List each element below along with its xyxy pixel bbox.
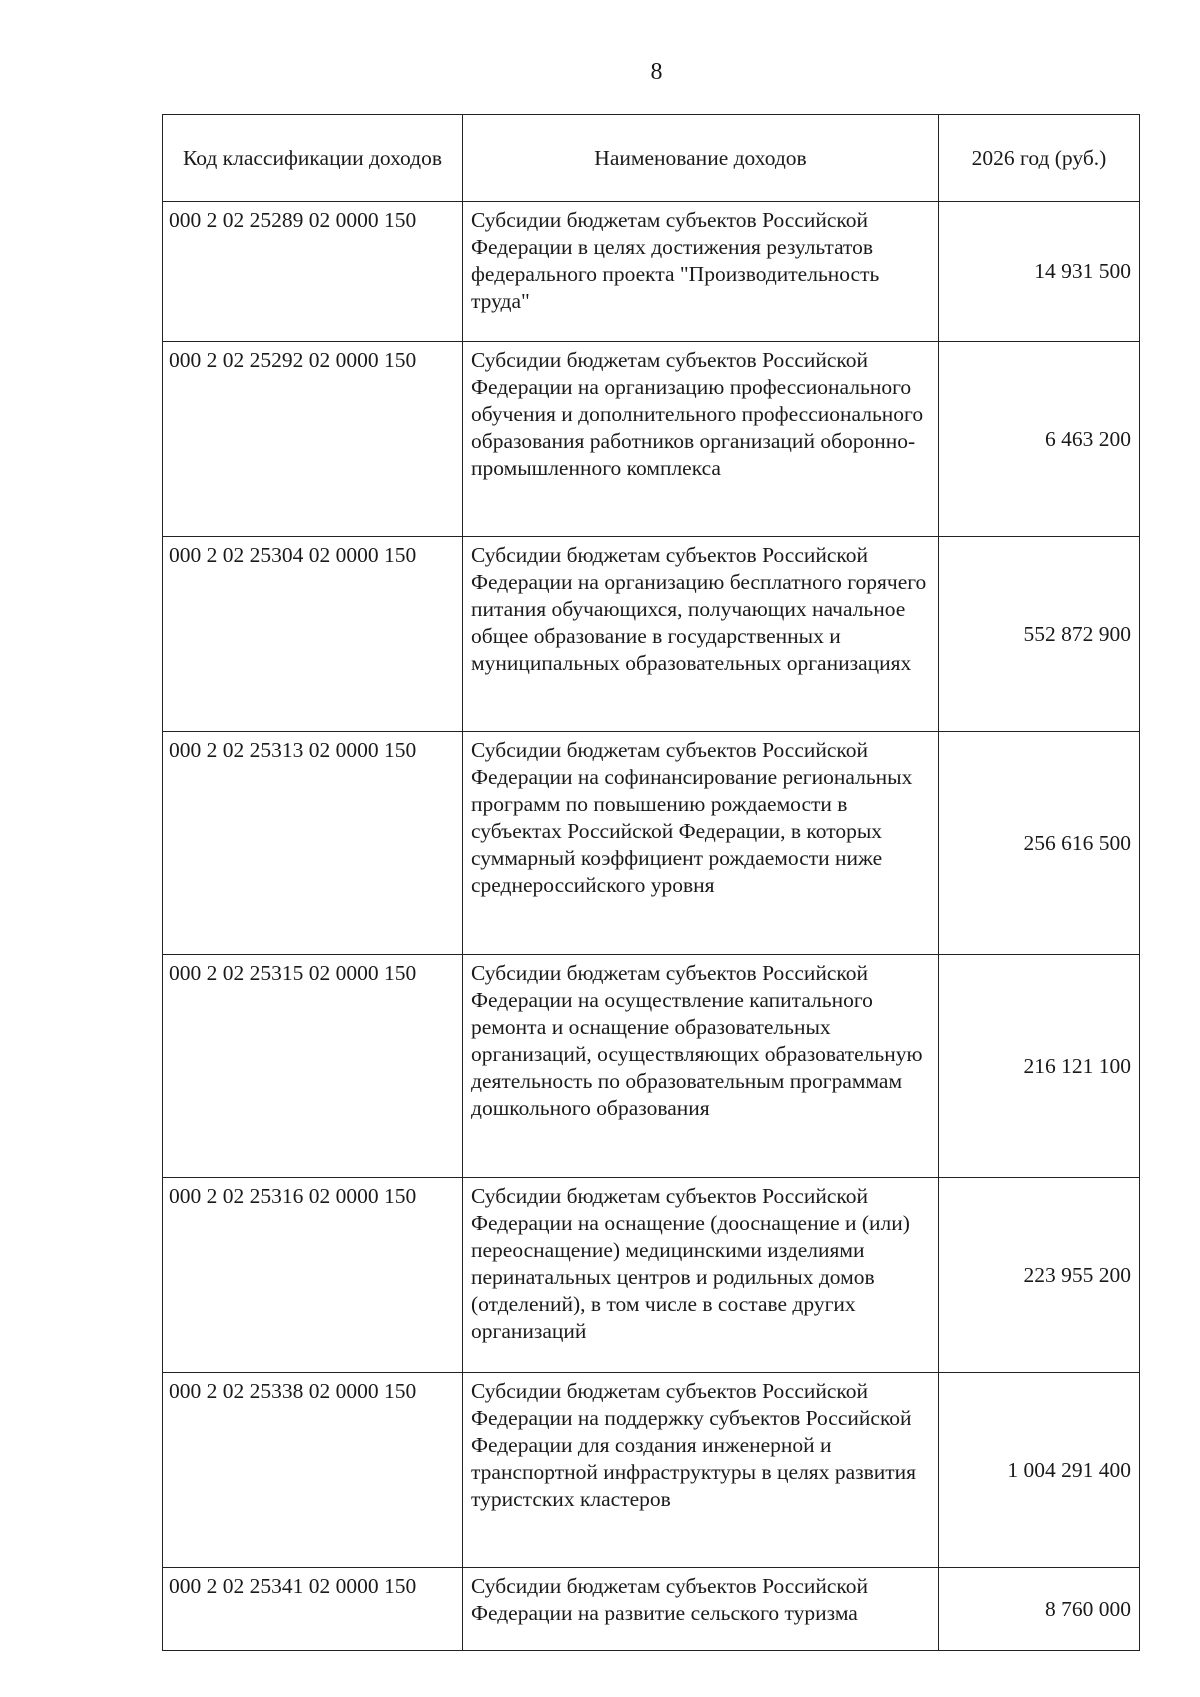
table-row: [163, 342, 1140, 537]
income-name: Субсидии бюджетам субъектов Российской Федерации в целях достижения результатов федерального проекта "Производительность труда": [463, 202, 939, 342]
table-row: [163, 202, 1140, 342]
page-number: 8: [650, 59, 663, 85]
income-name: Субсидии бюджетам субъектов Российской Федерации на осуществление капитального ремонта и оснащение образовательных организаций, осуществляющих образовательную деятельность по образовательным программам дошкольного образования: [463, 955, 939, 1178]
income-code: 000 2 02 25313 02 0000 150: [163, 732, 463, 955]
income-amount: 6 463 200: [939, 342, 1140, 537]
header-code: Код классификации доходов: [163, 115, 463, 202]
table-header-row: [163, 115, 1140, 202]
income-code: 000 2 02 25304 02 0000 150: [163, 537, 463, 732]
income-code: 000 2 02 25292 02 0000 150: [163, 342, 463, 537]
income-name: Субсидии бюджетам субъектов Российской Федерации на организацию бесплатного горячего питания обучающихся, получающих начальное общее образование в государственных и муниципальных образовательных организациях: [463, 537, 939, 732]
header-amount: 2026 год (руб.): [939, 115, 1140, 202]
income-amount: 14 931 500: [939, 202, 1140, 342]
income-amount: 223 955 200: [939, 1178, 1140, 1373]
header-name: Наименование доходов: [463, 115, 939, 202]
income-code: 000 2 02 25338 02 0000 150: [163, 1373, 463, 1568]
income-amount: 216 121 100: [939, 955, 1140, 1178]
income-code: 000 2 02 25289 02 0000 150: [163, 202, 463, 342]
table-row: [163, 1178, 1140, 1373]
income-table: [162, 114, 1140, 1651]
income-amount: 256 616 500: [939, 732, 1140, 955]
income-code: 000 2 02 25341 02 0000 150: [163, 1568, 463, 1651]
table-row: [163, 955, 1140, 1178]
table-row: [163, 1568, 1140, 1651]
table-row: [163, 1373, 1140, 1568]
income-name: Субсидии бюджетам субъектов Российской Федерации на организацию профессионального обучения и дополнительного профессионального образования работников организаций оборонно-промышленного комплекса: [463, 342, 939, 537]
table-row: [163, 732, 1140, 955]
income-code: 000 2 02 25316 02 0000 150: [163, 1178, 463, 1373]
income-amount: 1 004 291 400: [939, 1373, 1140, 1568]
income-name: Субсидии бюджетам субъектов Российской Федерации на развитие сельского туризма: [463, 1568, 939, 1651]
income-amount: 8 760 000: [939, 1568, 1140, 1651]
income-code: 000 2 02 25315 02 0000 150: [163, 955, 463, 1178]
income-name: Субсидии бюджетам субъектов Российской Федерации на поддержку субъектов Российской Федерации для создания инженерной и транспортной инфраструктуры в целях развития туристских кластеров: [463, 1373, 939, 1568]
table-row: [163, 537, 1140, 732]
income-amount: 552 872 900: [939, 537, 1140, 732]
income-name: Субсидии бюджетам субъектов Российской Федерации на оснащение (дооснащение и (или) переоснащение) медицинскими изделиями перинатальных центров и родильных домов (отделений), в том числе в составе других организаций: [463, 1178, 939, 1373]
income-name: Субсидии бюджетам субъектов Российской Федерации на софинансирование региональных программ по повышению рождаемости в субъектах Российской Федерации, в которых суммарный коэффициент рождаемости ниже среднероссийского уровня: [463, 732, 939, 955]
